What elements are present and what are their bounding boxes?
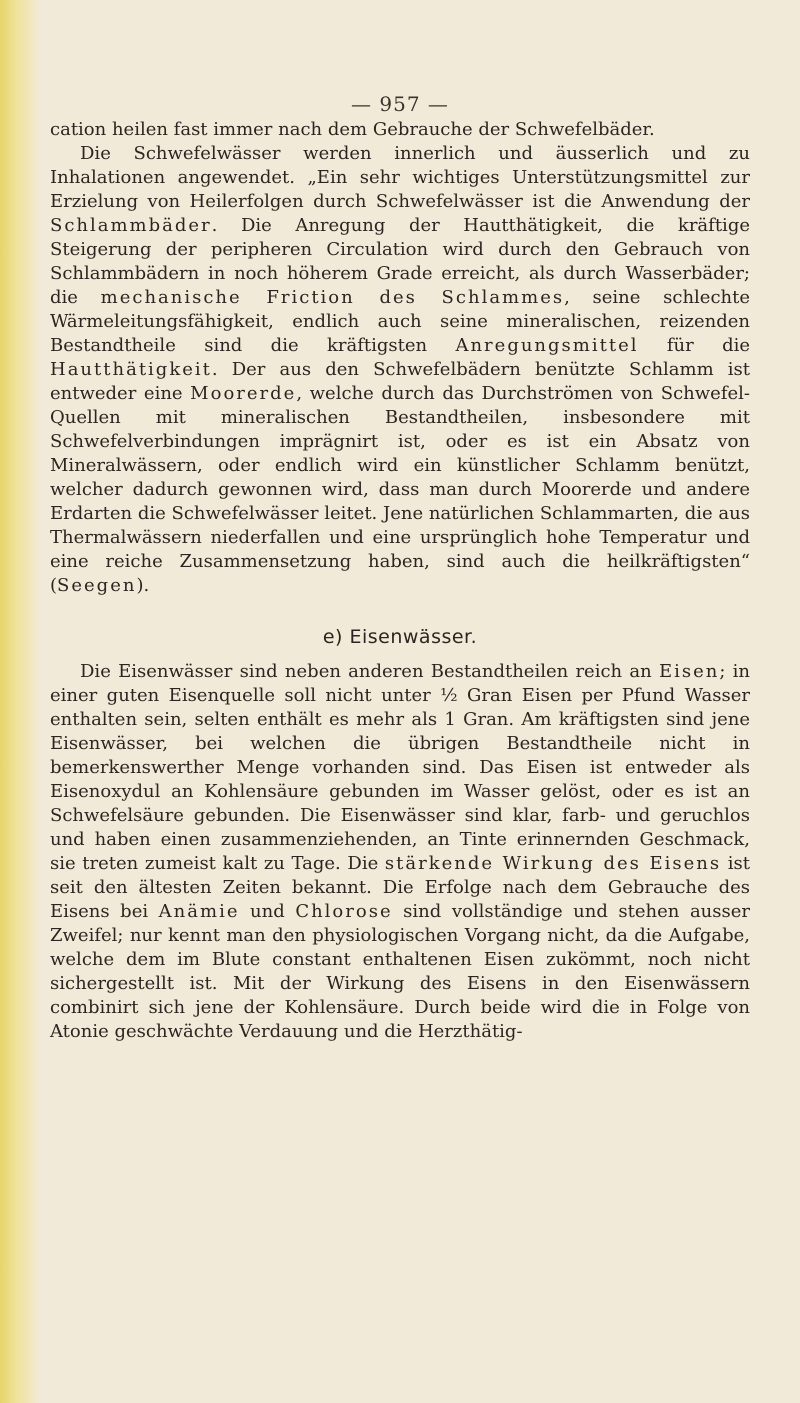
text-run: für die [638, 335, 751, 356]
emphasis-chlorose: Chlorose [295, 901, 393, 922]
text-block [50, 118, 750, 1044]
text-run: . Die Anregung der Hautthätigkeit, die kräftige Steigerung der peripheren Circulation wird durch den Gebrauch von Schlammbädern in noch höherem Grade erreicht, als durch Wasserbäder; die [50, 215, 750, 308]
text-run: Die Schwefelwässer werden innerlich und äusserlich und zu Inhalationen angewendet. „Ein sehr wichtiges Unterstützungsmittel zur Erzielung von Heilerfolgen durch Schwefelwässer ist die Anwendung der [50, 143, 750, 212]
text-run: und [239, 901, 296, 922]
paragraph-schwefelwaesser [50, 142, 750, 598]
emphasis-hautthaetigkeit: Hautthätigkeit [50, 359, 212, 380]
paragraph-eisenwaesser [50, 660, 750, 1044]
emphasis-anregungsmittel: Anregungsmittel [455, 335, 639, 356]
emphasis-anaemie: Anämie [158, 901, 240, 922]
text-run: . Der aus den Schwefelbädern benützte Schlamm ist entweder eine [50, 359, 750, 404]
text-run: Die Eisenwässer sind neben anderen Bestandtheilen reich an [80, 661, 659, 682]
paragraph-continuation: cation heilen fast immer nach dem Gebrauche der Schwefelbäder. [50, 119, 655, 140]
text-run: ). [136, 575, 150, 596]
text-run: , welche durch das Durchströmen von Schwefel-Quellen mit mineralischen Bestandtheilen, insbesondere mit Schwefelverbindungen imprägnirt ist, oder es ist ein Absatz von Mineralwässern, oder endlich wird ein künstlicher Schlamm benützt, welcher dadurch gewonnen wird, dass man durch Moorerde und andere Erdarten die Schwefelwässer leitet. Jene natürlichen Schlammarten, die aus Thermalwässern niederfallen und eine ursprünglich hohe Temperatur und eine reiche Zusammensetzung haben, sind auch die heilkräftigsten“ ( [50, 383, 750, 596]
text-run: , seine schlechte Wärmeleitungsfähigkeit, endlich auch seine mineralischen, reizenden Bestandtheile sind die kräftigsten [50, 287, 750, 356]
emphasis-friction: mechanische Friction des Schlammes [100, 287, 565, 308]
page-edge [0, 0, 40, 1403]
text-run: ist seit den ältesten Zeiten bekannt. Die Erfolge nach dem Gebrauche des Eisens bei [50, 853, 750, 922]
emphasis-moorerde: Moorerde [190, 383, 297, 404]
page-number: — 957 — [351, 92, 449, 116]
section-heading: e) Eisenwässer. [322, 626, 478, 648]
emphasis-wirkung: stärkende Wirkung des Eisens [384, 853, 722, 874]
emphasis-schlammbaeder: Schlammbäder [50, 215, 212, 236]
text-run: ; in einer guten Eisenquelle soll nicht unter ½ Gran Eisen per Pfund Wasser enthalten sein, selten enthält es mehr als 1 Gran. Am kräftigsten sind jene Eisenwässer, bei welchen die übrigen Bestandtheile nicht in bemerkenswerther Menge vorhanden sind. Das Eisen ist entweder als Eisenoxydul an Kohlensäure gebunden im Wasser gelöst, oder es ist an Schwefelsäure gebunden. Die Eisenwässer sind klar, farb- und geruchlos und haben einen zusammenziehenden, an Tinte erinnernden Geschmack, sie treten zumeist kalt zu Tage. Die [50, 661, 751, 874]
text-run: sind vollständige und stehen ausser Zweifel; nur kennt man den physiologischen Vorgang nicht, da die Aufgabe, welche dem im Blute constant enthaltenen Eisen zukömmt, noch nicht sichergestellt ist. Mit der Wirkung des Eisens in den Eisenwässern combinirt sich jene der Kohlensäure. Durch beide wird die in Folge von Atonie geschwächte Verdauung und die Herzthätig- [50, 901, 750, 1042]
emphasis-eisen: Eisen [658, 661, 720, 682]
emphasis-seegen: Seegen [57, 575, 137, 596]
